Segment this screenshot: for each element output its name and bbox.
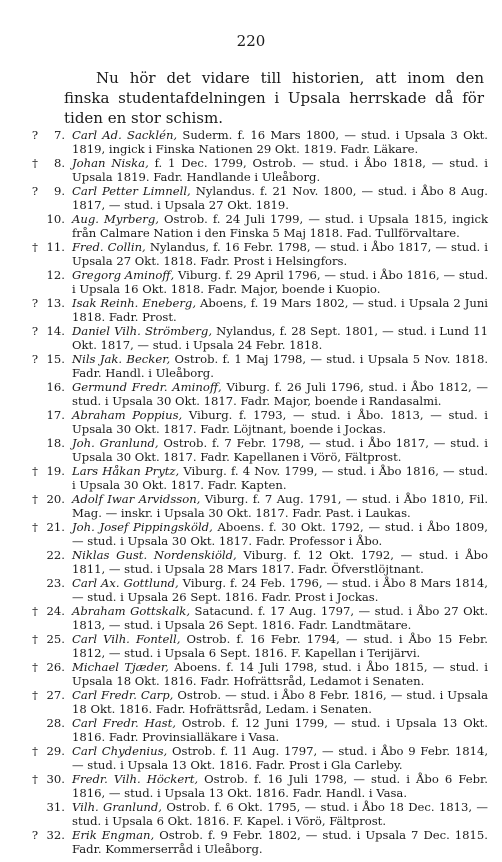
- student-name: Fred. Collin,: [72, 240, 146, 254]
- entry-details: Ostrob. f. 1 Maj 1798, — stud. i Upsala 5 Nov. 1818. Fadr. Handl. i Uleåborg.: [72, 352, 488, 380]
- entry-details: Viburg. f. 12 Okt. 1792, — stud. i Åbo 1811, — stud. i Upsala 28 Mars 1817. Fadr. Öfverstlöjtnant.: [72, 548, 488, 576]
- entry-marker: †: [32, 772, 38, 786]
- entry-marker: †: [32, 688, 38, 702]
- student-name: Gregorg Aminoff,: [72, 268, 175, 282]
- entry-marker: ?: [31, 324, 39, 338]
- entry-details: Ostrob. f. 12 Juni 1799, — stud. i Upsala 13 Okt. 1816. Fadr. Provinsialläkare i Vasa.: [72, 716, 488, 744]
- entry-marker: †: [32, 492, 38, 506]
- entry-number: 11.: [46, 240, 65, 254]
- register-entry: [0, 464, 502, 492]
- entry-marker: ?: [31, 352, 39, 366]
- student-register-list: [0, 128, 502, 856]
- entry-number: 7.: [53, 128, 65, 142]
- entry-number: 31.: [46, 800, 65, 814]
- entry-number: 27.: [46, 688, 65, 702]
- student-name: Carl Ax. Gottlund,: [72, 576, 179, 590]
- register-entry: [0, 716, 502, 744]
- student-name: Nils Jak. Becker,: [72, 352, 171, 366]
- entry-number: 16.: [46, 380, 65, 394]
- register-entry: [0, 156, 502, 184]
- register-entry: [0, 492, 502, 520]
- register-entry: [0, 688, 502, 716]
- entry-text: [72, 688, 488, 716]
- register-entry: [0, 632, 502, 660]
- entry-details: Viburg. f. 4 Nov. 1799, — stud. i Åbo 1816, — stud. i Upsala 30 Okt. 1817. Fadr. Kapten.: [72, 464, 488, 492]
- entry-text: [72, 184, 488, 212]
- entry-number: 10.: [46, 212, 65, 226]
- register-entry: [0, 240, 502, 268]
- entry-number: 18.: [46, 436, 65, 450]
- entry-text: [72, 744, 488, 772]
- register-entry: [0, 184, 502, 212]
- entry-details: Aboens. f. 30 Okt. 1792, — stud. i Åbo 1809, — stud. i Upsala 30 Okt. 1817. Fadr. Professor i Åbo.: [72, 520, 488, 548]
- student-name: Carl Vilh. Fontell,: [72, 632, 181, 646]
- entry-number: 32.: [46, 828, 65, 842]
- entry-text: [72, 772, 488, 800]
- entry-details: Nylandus, f. 28 Sept. 1801, — stud. i Lund 11 Okt. 1817, — stud. i Upsala 24 Febr. 1818.: [72, 324, 489, 352]
- student-name: Joh. Granlund,: [72, 436, 159, 450]
- student-name: Carl Petter Limnell,: [72, 184, 191, 198]
- student-name: Adolf Iwar Arvidsson,: [72, 492, 201, 506]
- register-entry: [0, 520, 502, 548]
- entry-details: Aboens. f. 14 Juli 1798, stud. i Åbo 1815, — stud. i Upsala 18 Okt. 1816. Fadr. Hofrättsråd, Ledamot i Senaten.: [72, 660, 488, 688]
- entry-number: 23.: [46, 576, 65, 590]
- entry-text: [72, 576, 488, 604]
- entry-details: Aboens, f. 19 Mars 1802, — stud. i Upsala 2 Juni 1818. Fadr. Prost.: [72, 296, 488, 324]
- register-entry: [0, 548, 502, 576]
- register-entry: [0, 800, 502, 828]
- student-name: Vilh. Granlund,: [72, 800, 162, 814]
- entry-marker: †: [32, 464, 38, 478]
- entry-marker: ?: [31, 128, 39, 142]
- entry-details: Satacund. f. 17 Aug. 1797, — stud. i Åbo 27 Okt. 1813, — stud. i Upsala 26 Sept. 1816. Fadr. Landtmätare.: [72, 604, 489, 632]
- student-name: Carl Fredr. Carp,: [72, 688, 174, 702]
- register-entry: [0, 744, 502, 772]
- student-name: Johan Niska,: [72, 156, 149, 170]
- entry-number: 8.: [53, 156, 65, 170]
- student-name: Michael Tjæder,: [72, 660, 169, 674]
- entry-number: 20.: [46, 492, 65, 506]
- student-name: Aug. Myrberg,: [72, 212, 159, 226]
- student-name: Joh. Josef Pippingsköld,: [72, 520, 213, 534]
- entry-details: Viburg. f. 29 April 1796, — stud. i Åbo 1816, — stud. i Upsala 16 Okt. 1818. Fadr. Major, boende i Kuopio.: [72, 268, 489, 296]
- student-name: Lars Håkan Prytz,: [72, 464, 180, 478]
- entry-text: [72, 268, 488, 296]
- entry-text: [72, 128, 488, 156]
- entry-details: Viburg. f. 7 Aug. 1791, — stud. i Åbo 1810, Fil. Mag. — inskr. i Upsala 30 Okt. 1817. Fadr. Past. i Laukas.: [72, 492, 489, 520]
- entry-number: 13.: [46, 296, 65, 310]
- entry-marker: †: [32, 744, 38, 758]
- entry-number: 9.: [53, 184, 65, 198]
- entry-marker: †: [32, 660, 38, 674]
- register-entry: [0, 772, 502, 800]
- entry-number: 28.: [46, 716, 65, 730]
- register-entry: [0, 352, 502, 380]
- register-entry: [0, 604, 502, 632]
- register-entry: [0, 576, 502, 604]
- register-entry: [0, 380, 502, 408]
- entry-details: Ostrob. f. 6 Okt. 1795, — stud. i Åbo 18 Dec. 1813, — stud. i Upsala 6 Okt. 1816. F. Kapel. i Vörö, Fältprost.: [72, 800, 488, 828]
- entry-text: [72, 436, 488, 464]
- student-name: Fredr. Vilh. Höckert,: [72, 772, 199, 786]
- entry-marker: ?: [31, 296, 39, 310]
- register-entry: [0, 660, 502, 688]
- register-entry: [0, 324, 502, 352]
- entry-number: 26.: [46, 660, 65, 674]
- entry-text: [72, 352, 488, 380]
- entry-details: Ostrob. f. 9 Febr. 1802, — stud. i Upsala 7 Dec. 1815. Fadr. Kommerserråd i Uleåborg.: [72, 828, 488, 856]
- entry-text: [72, 632, 488, 660]
- student-name: Abraham Gottskalk,: [72, 604, 191, 618]
- entry-number: 29.: [46, 744, 65, 758]
- entry-details: Suderm. f. 16 Mars 1800, — stud. i Upsala 3 Okt. 1819, ingick i Finska Nationen 29 Okt. 1819. Fadr. Läkare.: [72, 128, 488, 156]
- entry-text: [72, 660, 488, 688]
- register-entry: [0, 296, 502, 324]
- student-name: Daniel Vilh. Strömberg,: [72, 324, 213, 338]
- entry-text: [72, 240, 488, 268]
- entry-number: 21.: [46, 520, 65, 534]
- entry-number: 12.: [46, 268, 65, 282]
- register-entry: [0, 128, 502, 156]
- student-name: Erik Engman,: [72, 828, 155, 842]
- entry-text: [72, 828, 488, 856]
- entry-text: [72, 520, 488, 548]
- intro-paragraph: Nu hör det vidare till historien, att inom den finska studentafdelningen i Upsala herrskade då för tiden en stor schism.: [64, 69, 484, 127]
- entry-text: [72, 212, 488, 240]
- register-entry: [0, 436, 502, 464]
- entry-details: Nylandus, f. 16 Febr. 1798, — stud. i Åbo 1817, — stud. i Upsala 27 Okt. 1818. Fadr. Prost i Helsingfors.: [72, 240, 488, 268]
- entry-details: Viburg. f. 26 Juli 1796, stud. i Åbo 1812, — stud. i Upsala 30 Okt. 1817. Fadr. Major, boende i Randasalmi.: [72, 380, 488, 408]
- entry-text: [72, 156, 488, 184]
- entry-text: [72, 548, 488, 576]
- student-name: Germund Fredr. Aminoff,: [72, 380, 222, 394]
- entry-details: Ostrob. f. 24 Juli 1799, — stud. i Upsala 1815, ingick från Calmare Nation i den Finska 5 Maj 1818. Fad. Tullförvaltare.: [72, 212, 488, 240]
- student-name: Carl Ad. Sacklén,: [72, 128, 178, 142]
- page-number: 220: [236, 32, 266, 50]
- register-entry: [0, 828, 502, 856]
- entry-marker: †: [32, 520, 38, 534]
- entry-details: Ostrob. f. 16 Febr. 1794, — stud. i Åbo 15 Febr. 1812, — stud. i Upsala 6 Sept. 1816. F. Kapellan i Terijärvi.: [72, 632, 488, 660]
- register-entry: [0, 408, 502, 436]
- entry-details: Viburg. f. 24 Feb. 1796, — stud. i Åbo 8 Mars 1814, — stud. i Upsala 26 Sept. 1816. Fadr. Prost i Jockas.: [72, 576, 488, 604]
- entry-text: [72, 800, 488, 828]
- entry-marker: ?: [31, 184, 39, 198]
- entry-text: [72, 296, 488, 324]
- entry-text: [72, 324, 488, 352]
- entry-number: 30.: [46, 772, 65, 786]
- entry-number: 25.: [46, 632, 65, 646]
- entry-details: Ostrob. — stud. i Åbo 8 Febr. 1816, — stud. i Upsala 18 Okt. 1816. Fadr. Hofrättsråd, Ledam. i Senaten.: [72, 688, 488, 716]
- entry-marker: ?: [31, 828, 39, 842]
- entry-marker: †: [32, 156, 38, 170]
- entry-details: Ostrob. f. 16 Juli 1798, — stud. i Åbo 6 Febr. 1816, — stud. i Upsala 13 Okt. 1816. Fadr. Handl. i Vasa.: [72, 772, 488, 800]
- entry-details: Nylandus. f. 21 Nov. 1800, — stud. i Åbo 8 Aug. 1817, — stud. i Upsala 27 Okt. 1819.: [72, 184, 488, 212]
- entry-text: [72, 604, 488, 632]
- student-name: Carl Chydenius,: [72, 744, 168, 758]
- entry-text: [72, 408, 488, 436]
- entry-number: 15.: [46, 352, 65, 366]
- entry-text: [72, 716, 488, 744]
- student-name: Niklas Gust. Nordenskiöld,: [72, 548, 237, 562]
- entry-number: 24.: [46, 604, 65, 618]
- register-entry: [0, 212, 502, 240]
- entry-text: [72, 492, 488, 520]
- entry-details: Ostrob. f. 7 Febr. 1798, — stud. i Åbo 1817, — stud. i Upsala 30 Okt. 1817. Fadr. Kapellanen i Vörö, Fältprost.: [72, 436, 488, 464]
- student-name: Abraham Poppius,: [72, 408, 183, 422]
- entry-number: 19.: [46, 464, 65, 478]
- student-name: Carl Fredr. Hast,: [72, 716, 176, 730]
- entry-text: [72, 380, 488, 408]
- entry-number: 22.: [46, 548, 65, 562]
- entry-details: Ostrob. f. 11 Aug. 1797, — stud. i Åbo 9 Febr. 1814, — stud. i Upsala 13 Okt. 1816. Fadr. Prost i Gla Carleby.: [72, 744, 489, 772]
- entry-marker: †: [32, 604, 38, 618]
- student-name: Isak Reinh. Eneberg,: [72, 296, 197, 310]
- entry-details: Viburg. f. 1793, — stud. i Åbo. 1813, — stud. i Upsala 30 Okt. 1817. Fadr. Löjtnant, boende i Jockas.: [72, 408, 488, 436]
- entry-number: 14.: [46, 324, 65, 338]
- entry-number: 17.: [46, 408, 65, 422]
- register-entry: [0, 268, 502, 296]
- entry-details: f. 1 Dec. 1799, Ostrob. — stud. i Åbo 1818, — stud. i Upsala 1819. Fadr. Handlande i Uleåborg.: [72, 156, 488, 184]
- entry-marker: †: [32, 240, 38, 254]
- entry-marker: †: [32, 632, 38, 646]
- entry-text: [72, 464, 488, 492]
